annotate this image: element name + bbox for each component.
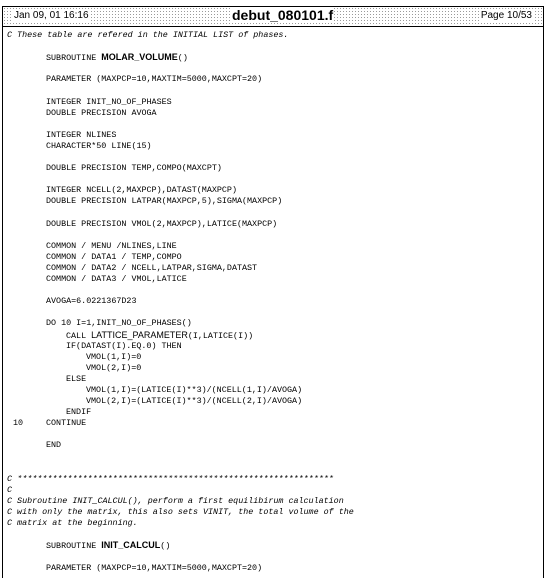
called-subroutine-name: LATTICE_PARAMETER xyxy=(91,329,188,340)
subroutine-name: INIT_CALCUL xyxy=(101,540,161,551)
code-line: COMMON / DATA3 / VMOL,LATICE xyxy=(46,274,187,285)
code-text: () xyxy=(160,541,171,552)
code-line: VMOL(2,I)=0 xyxy=(86,362,142,373)
header-page-number: Page 10/53 xyxy=(480,10,532,21)
labeled-statement xyxy=(3,418,543,429)
code-text: CONTINUE xyxy=(46,418,87,429)
code-line: VMOL(1,I)=(LATICE(I)**3)/(NCELL(1,I)/AVOGA) xyxy=(86,385,303,395)
code-line: COMMON / MENU /NLINES,LINE xyxy=(46,240,177,251)
code-keyword: SUBROUTINE xyxy=(46,541,102,552)
code-line: AVOGA=6.0221367D23 xyxy=(46,296,137,307)
code-line: COMMON / DATA1 / TEMP,COMPO xyxy=(46,251,182,262)
code-line: INTEGER NLINES xyxy=(46,129,117,140)
comment-line: C xyxy=(7,484,13,495)
code-line: DOUBLE PRECISION AVOGA xyxy=(46,107,157,118)
code-line: CHARACTER*50 LINE(15) xyxy=(46,140,152,151)
code-line: ELSE xyxy=(66,373,87,384)
code-line: DOUBLE PRECISION VMOL(2,MAXPCP),LATICE(MAXPCP) xyxy=(46,218,278,229)
page-header xyxy=(3,7,543,27)
comment-line: C matrix at the beginning. xyxy=(7,518,138,529)
code-line: VMOL(1,I)=0 xyxy=(86,351,142,362)
code-line: INTEGER INIT_NO_OF_PHASES xyxy=(46,96,172,107)
subroutine-declaration xyxy=(3,52,543,63)
header-date: Jan 09, 01 16:16 xyxy=(14,10,89,21)
code-line: DOUBLE PRECISION LATPAR(MAXPCP,5),SIGMA(MAXPCP) xyxy=(46,196,283,207)
code-line: PARAMETER (MAXPCP=10,MAXTIM=5000,MAXCPT=20) xyxy=(46,562,263,573)
code-line: DO 10 I=1,INIT_NO_OF_PHASES() xyxy=(46,318,192,329)
code-line: IF(DATAST(I).EQ.0) THEN xyxy=(66,340,182,351)
subroutine-name: MOLAR_VOLUME xyxy=(101,52,178,63)
code-listing xyxy=(3,30,543,574)
subroutine-declaration xyxy=(3,540,543,551)
code-line: VMOL(2,I)=(LATICE(I)**3)/(NCELL(2,I)/AVOGA) xyxy=(86,396,303,407)
code-line: PARAMETER (MAXPCP=10,MAXTIM=5000,MAXCPT=20) xyxy=(46,74,263,85)
code-keyword: CALL xyxy=(66,330,92,341)
comment-separator: C *************************************************************** xyxy=(7,473,334,484)
comment-line: C Subroutine INIT_CALCUL(), perform a first equilibirum calculation xyxy=(7,495,344,506)
code-line: INTEGER NCELL(2,MAXPCP),DATAST(MAXPCP) xyxy=(46,185,237,196)
call-statement xyxy=(3,330,543,341)
source-page xyxy=(2,6,544,578)
code-text: (I,LATICE(I)) xyxy=(187,330,254,341)
code-line: END xyxy=(46,440,62,451)
header-filename: debut_080101.f xyxy=(232,7,334,23)
code-keyword: SUBROUTINE xyxy=(46,53,102,64)
code-text: () xyxy=(177,53,188,64)
code-line: ENDIF xyxy=(66,407,92,418)
comment-line: C These table are refered in the INITIAL LIST of phases. xyxy=(7,30,289,40)
code-line: DOUBLE PRECISION TEMP,COMPO(MAXCPT) xyxy=(46,163,222,174)
statement-label: 10 xyxy=(13,418,24,429)
comment-line: C with only the matrix, this also sets VINIT, the total volume of the xyxy=(7,507,354,518)
code-line: COMMON / DATA2 / NCELL,LATPAR,SIGMA,DATAST xyxy=(46,262,258,273)
